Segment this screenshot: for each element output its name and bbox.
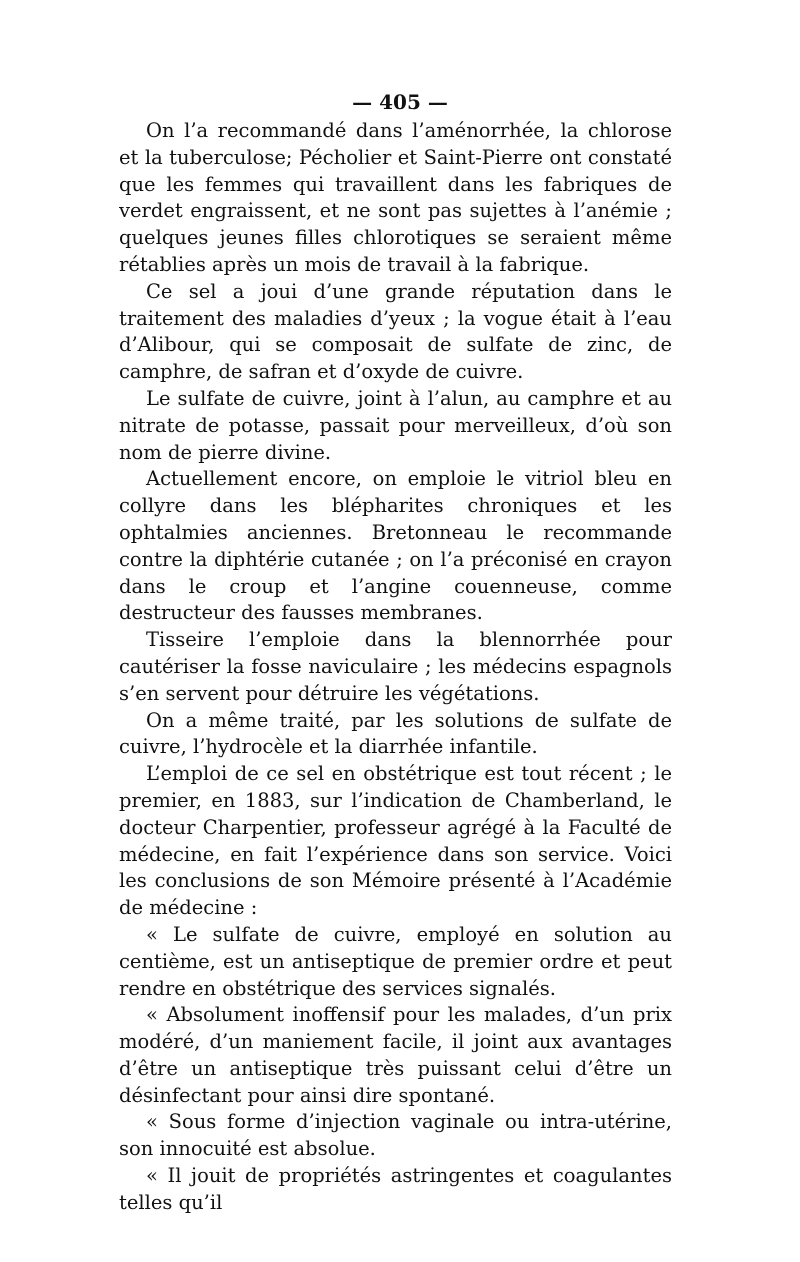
text-run: « Absolument inoffensif pour les malades, d’un prix modéré, d’un maniement facile, il joint aux avantages d’être un antiseptique très puissant celui d’être un désinfectant pour ainsi dire spontané. [119, 1003, 672, 1107]
paragraph [119, 1002, 672, 1109]
paragraph [119, 118, 672, 279]
text-run: Le sulfate de cuivre, joint à l’alun, au camphre et au nitrate de potasse, passait pour merveilleux, d’où son nom de [119, 386, 672, 464]
text-run: Actuellement encore, on emploie le vitriol bleu en collyre dans les blépharites chroniques et les ophtalmies anciennes. Bretonneau le recommande contre la diphtérie cutanée ; on l’a préconisé en crayon dans le croup et l’angine couenneuse, comme destructeur des fausses membranes. [119, 467, 672, 625]
paragraph [119, 386, 672, 466]
text-run: On l’a recommandé dans l’aménorrhée, la chlorose et la tuberculose; Pécholier et Saint-Pierre ont constaté que les femmes qui travaillent dans les fabriques de verdet engraissent, et ne sont pas sujettes à l’anémie ; quelques jeunes filles chlorotiques se seraient même rétablies après un mois de travail à la fabrique. [119, 119, 672, 276]
text-run: « Il jouit de propriétés astringentes et coagulantes telles qu’il [119, 1164, 672, 1214]
italic-text: Mémoire [351, 869, 441, 893]
body-text [119, 118, 672, 1217]
paragraph [119, 1163, 672, 1217]
paragraph [119, 761, 672, 922]
paragraph [119, 466, 672, 627]
paragraph [119, 627, 672, 707]
text-run: présenté à l’Académie de médecine : [119, 869, 672, 920]
paragraph [119, 922, 672, 1002]
page-number: — 405 — [352, 90, 448, 114]
text-run: « Sous forme d’injection vaginale ou intra-utérine, son innocuité est absolue. [119, 1110, 672, 1161]
text-run: Tisseire l’emploie dans la blennorrhée pour cautériser la fosse naviculaire ; les médecins espagnols s’en servent pour détruire les végétations. [119, 628, 672, 705]
paragraph [119, 1109, 672, 1163]
text-run: « Le sulfate de cuivre, employé en solution au centième, est un antiseptique de premier ordre et peut rendre en obstétrique des services signalés. [119, 922, 672, 1000]
italic-text: pierre divine. [198, 440, 332, 464]
paragraph [119, 279, 672, 386]
text-run: On a même traité, par les solutions de sulfate de cuivre, l’hydrocèle et la diarrhée infantile. [119, 708, 672, 759]
text-run: L’emploi de ce sel en obstétrique est tout récent ; le premier, en 1883, sur l’indication de Chamberland, le docteur Charpentier, professeur agrégé à la Faculté de médecine, en fait l’expérience dans son service. Voici les conclusions de son [119, 762, 672, 893]
text-run: Ce sel a joui d’une grande réputation dans le traitement des maladies d’yeux ; la vogue était à l’eau d’Alibour, qui se composait de sulfate de zinc, de camphre, de safran et d’oxyde de cuivre. [119, 279, 672, 384]
paragraph [119, 708, 672, 762]
